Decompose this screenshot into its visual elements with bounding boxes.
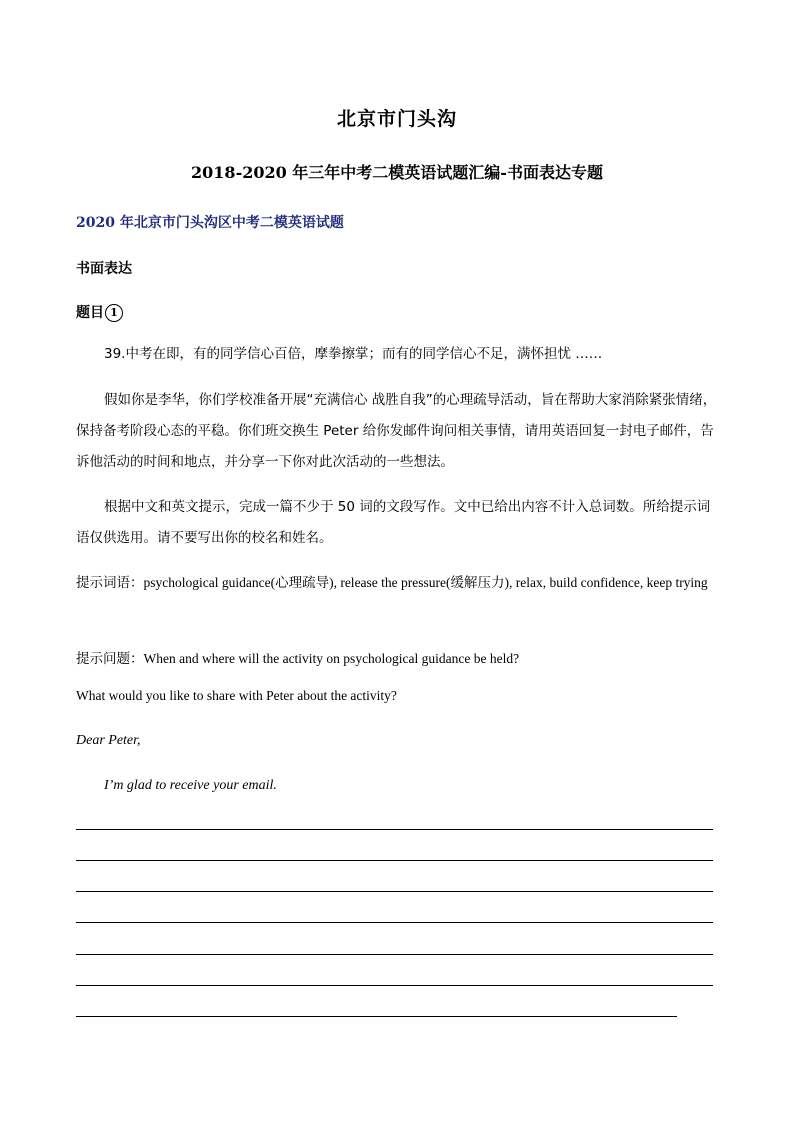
question-heading-label: 题目 [76, 305, 104, 321]
hint-words [76, 567, 718, 599]
hint-questions-label: 提示问题： [76, 651, 144, 667]
answer-line [76, 891, 713, 892]
answer-line [76, 922, 713, 923]
answer-line [76, 1016, 677, 1017]
question-requirements: 根据中文和英文提示，完成一篇不少于 50 词的文段写作。文中已给出内容不计入总词数。所给提示词语仅供选用。请不要写出你的校名和姓名。 [76, 499, 711, 546]
question-intro: 39.中考在即，有的同学信心百倍，摩拳擦掌；而有的同学信心不足，满怀担忧 …… [104, 346, 603, 362]
hint-question-2: What would you like to share with Peter about the activity? [76, 688, 397, 703]
hint-question-1-text: When and where will the activity on psychological guidance be held? [143, 651, 520, 666]
answer-line [76, 954, 713, 955]
answer-line [76, 829, 713, 830]
question-number-badge: 1 [105, 304, 123, 322]
section-title: 2020 年北京市门头沟区中考二模英语试题 [76, 215, 344, 231]
page-title: 北京市门头沟 [336, 108, 457, 130]
letter-opening: I’m glad to receive your email. [104, 778, 277, 793]
letter-salutation: Dear Peter, [76, 733, 141, 748]
hint-words-label: 提示词语： [76, 575, 144, 591]
writing-heading: 书面表达 [76, 261, 132, 277]
hint-words-text: psychological guidance(心理疏导), release the pressure(缓解压力), relax, build confidence, keep trying [143, 575, 708, 590]
hint-question-1 [76, 643, 718, 675]
answer-line [76, 860, 713, 861]
answer-line [76, 985, 713, 986]
question-heading [76, 302, 123, 322]
question-task: 假如你是李华，你们学校准备开展“充满信心 战胜自我”的心理疏导活动，旨在帮助大家消除紧张情绪，保持备考阶段心态的平稳。你们班交换生 Peter 给你发邮件询问相关事情，请用英语回复一封电子邮件，告诉他活动的时间和地点，并分享一下你对此次活动的一些想法。 [76, 392, 717, 470]
page-subtitle: 2018-2020 年三年中考二模英语试题汇编-书面表达专题 [191, 163, 603, 182]
